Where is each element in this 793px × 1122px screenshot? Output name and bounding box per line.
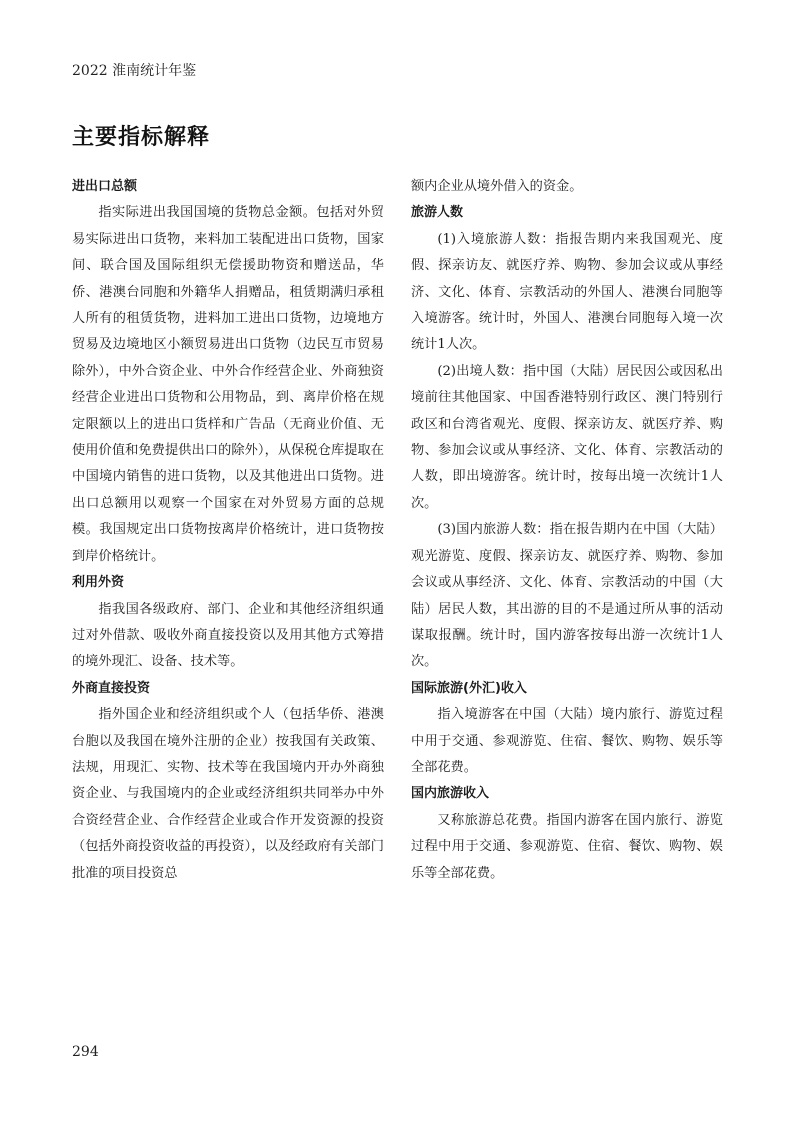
term-heading: 利用外资 [72, 575, 125, 591]
entry-import-export [72, 174, 384, 570]
page-title: 主要指标解释 [72, 125, 211, 150]
term-heading: 外商直接投资 [72, 680, 151, 696]
continuation-text: 额内企业从境外借入的资金。 [411, 179, 583, 194]
term-heading: 国内旅游收入 [411, 786, 490, 802]
entry-tourist-count [411, 200, 723, 675]
definition-paragraph: (1)入境旅游人数：指报告期内来我国观光、度假、探亲访友、就医疗养、购物、参加会议或从事经济、文化、体育、宗教活动的外国人、港澳台同胞等入境游客。统计时，外国人、港澳台同胞每入境一次统计1人次。 [411, 231, 723, 353]
definition-paragraph: (2)出境人数：指中国（大陆）居民因公或因私出境前往其他国家、中国香港特别行政区、澳门特别行政区和台湾省观光、度假、探亲访友、就医疗养、购物、参加会议或从事经济、文化、体育、宗教活动的人数，即出境游客。统计时，按每出境一次统计1人次。 [411, 363, 723, 511]
term-heading: 旅游人数 [411, 205, 464, 221]
running-head: 2022 淮南统计年鉴 [72, 63, 197, 79]
term-heading: 国际旅游(外汇)收入 [411, 680, 527, 696]
right-column [411, 174, 723, 887]
definition-paragraph: (3)国内旅游人数：指在报告期内在中国（大陆）观光游览、度假、探亲访友、就医疗养、购物、参加会议或从事经济、文化、体育、宗教活动的中国（大陆）居民人数，其出游的目的不是通过所从事的活动谋取报酬。统计时，国内游客按每出游一次统计1人次。 [411, 522, 723, 670]
definition-paragraph: 指实际进出我国国境的货物总金额。包括对外贸易实际进出口货物，来料加工装配进出口货物，国家间、联合国及国际组织无偿援助物资和赠送品，华侨、港澳台同胞和外籍华人捐赠品，租赁期满归承租人所有的租赁货物，进料加工进出口货物，边境地方贸易及边境地区小额贸易进出口货物（边民互市贸易除外），中外合资企业、中外合作经营企业、外商独资经营企业进出口货物和公用物品，到、离岸价格在规定限额以上的进出口货样和广告品（无商业价值、无使用价值和免费提供出口的除外），从保税仓库提取在中国境内销售的进口货物，以及其他进出口货物。进出口总额用以观察一个国家在对外贸易方面的总规模。我国规定出口货物按离岸价格统计，进口货物按到岸价格统计。 [72, 205, 384, 564]
definition-paragraph: 又称旅游总花费。指国内游客在国内旅行、游览过程中用于交通、参观游览、住宿、餐饮、购物、娱乐等全部花费。 [411, 812, 723, 881]
entry-domestic-tourism-income [411, 781, 723, 887]
page-number: 294 [72, 1044, 99, 1060]
left-column [72, 174, 384, 887]
entry-fdi [72, 676, 384, 887]
term-heading: 进出口总额 [72, 179, 138, 194]
definition-paragraph: 指外国企业和经济组织或个人（包括华侨、港澳台胞以及我国在境外注册的企业）按我国有关政策、法规，用现汇、实物、技术等在我国境内开办外商独资企业、与我国境内的企业或经济组织共同举办中外合资经营企业、合作经营企业或合作开发资源的投资（包括外商投资收益的再投资），以及经政府有关部门批准的项目投资总 [72, 707, 384, 881]
entry-foreign-capital [72, 570, 384, 676]
definition-paragraph: 指入境游客在中国（大陆）境内旅行、游览过程中用于交通、参观游览、住宿、餐饮、购物、娱乐等全部花费。 [411, 707, 723, 775]
entry-international-tourism-income [411, 676, 723, 782]
definition-paragraph: 指我国各级政府、部门、企业和其他经济组织通过对外借款、吸收外商直接投资以及用其他方式筹措的境外现汇、设备、技术等。 [72, 601, 384, 670]
